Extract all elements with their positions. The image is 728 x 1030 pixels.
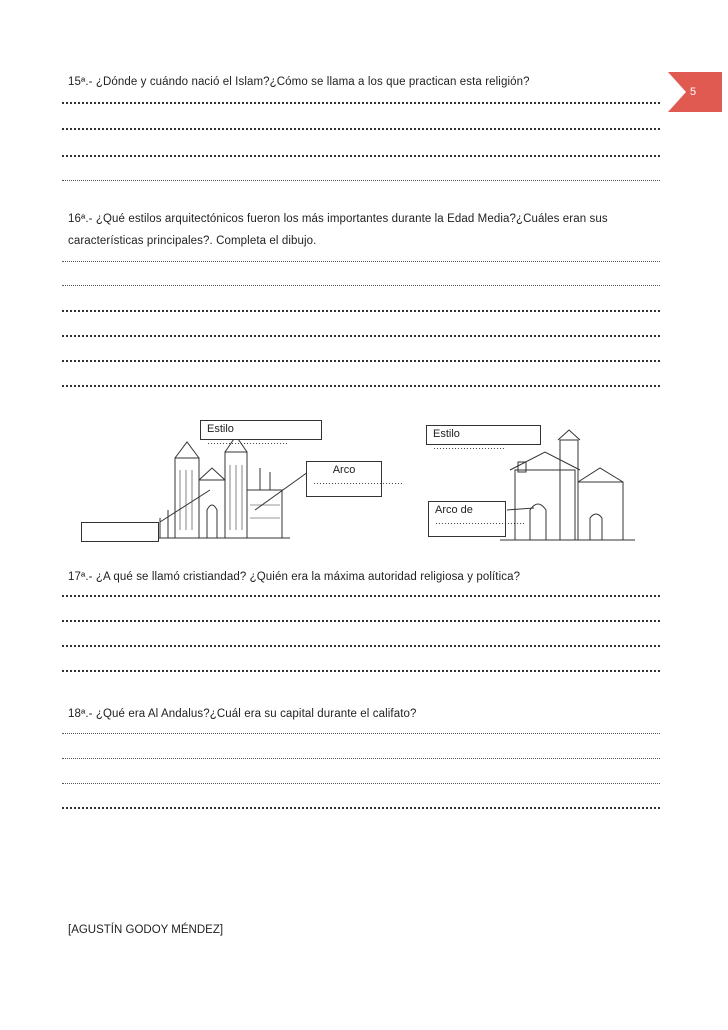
fill-in-dots: …………………… bbox=[433, 441, 505, 451]
footer-author: [AGUSTÍN GODOY MÉNDEZ] bbox=[68, 924, 224, 936]
question-15: 15ª.- ¿Dónde y cuándo nació el Islam?¿Cómo se llama a los que practican esta religión? bbox=[68, 76, 530, 88]
answer-line[interactable] bbox=[62, 670, 660, 672]
fill-in-dots: ………………………… bbox=[313, 476, 403, 486]
gothic-cathedral-illustration bbox=[157, 436, 290, 538]
fill-in-dots: ………………………… bbox=[435, 516, 525, 526]
answer-line[interactable] bbox=[62, 360, 660, 362]
answer-line[interactable] bbox=[62, 128, 660, 130]
arch-label-left[interactable] bbox=[306, 461, 403, 497]
answer-line[interactable] bbox=[62, 310, 660, 312]
style-label-text: Estilo bbox=[433, 428, 460, 440]
arch-label-text: Arco de bbox=[435, 504, 473, 516]
answer-line[interactable] bbox=[62, 595, 660, 597]
page-number: 5 bbox=[690, 86, 697, 98]
fill-in-dots: ……………………… bbox=[207, 436, 288, 446]
answer-line[interactable] bbox=[62, 733, 660, 734]
answer-line[interactable] bbox=[62, 783, 660, 784]
answer-line[interactable] bbox=[62, 335, 660, 337]
arch-label-text: Arco bbox=[332, 464, 356, 476]
style-label-text: Estilo bbox=[207, 423, 234, 435]
answer-line[interactable] bbox=[62, 758, 660, 759]
answer-line[interactable] bbox=[62, 285, 660, 286]
question-16-line1: 16ª.- ¿Qué estilos arquitectónicos fueron los más importantes durante la Edad Media?¿Cuáles eran sus bbox=[68, 213, 608, 225]
answer-line[interactable] bbox=[62, 180, 660, 181]
question-18: 18ª.- ¿Qué era Al Andalus?¿Cuál era su capital durante el califato? bbox=[68, 708, 417, 720]
answer-line[interactable] bbox=[62, 155, 660, 157]
answer-line[interactable] bbox=[62, 645, 660, 647]
answer-line[interactable] bbox=[62, 385, 660, 387]
style-label-left[interactable] bbox=[200, 420, 322, 446]
blank-answer-box[interactable] bbox=[81, 522, 159, 542]
answer-line[interactable] bbox=[62, 807, 660, 809]
style-label-right[interactable] bbox=[426, 425, 541, 451]
answer-line[interactable] bbox=[62, 102, 660, 104]
arch-label-right[interactable] bbox=[428, 501, 525, 537]
question-17: 17ª.- ¿A qué se llamó cristiandad? ¿Quién era la máxima autoridad religiosa y política? bbox=[68, 571, 521, 583]
answer-line[interactable] bbox=[62, 261, 660, 262]
question-16-line2: características principales?. Completa el dibujo. bbox=[68, 235, 317, 247]
answer-line[interactable] bbox=[62, 620, 660, 622]
